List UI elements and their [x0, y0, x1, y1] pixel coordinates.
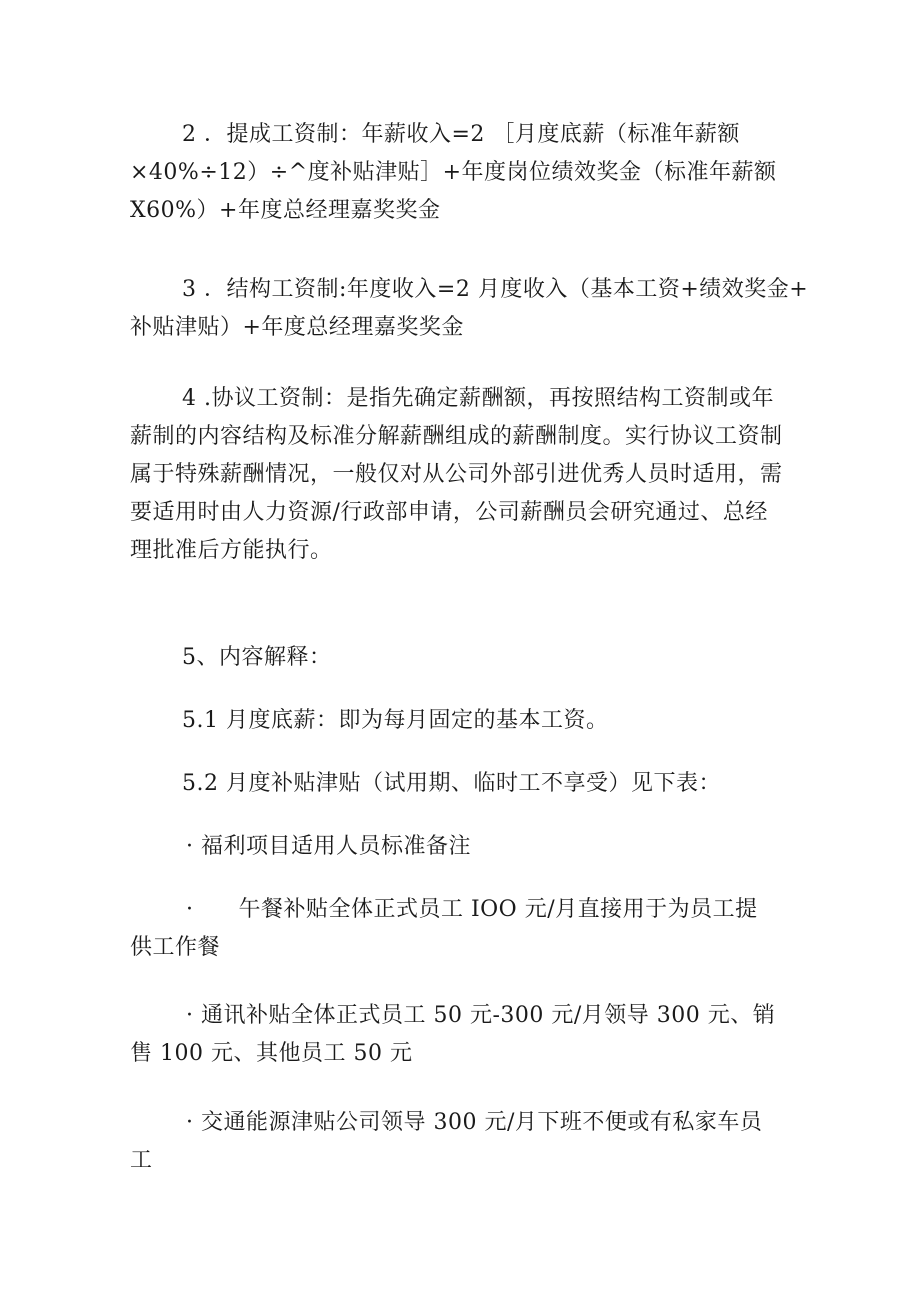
paragraph-line: 属于特殊薪酬情况，一般仅对从公司外部引进优秀人员时适用，需	[130, 462, 783, 487]
paragraph-line: 5.1 月度底薪：即为每月固定的基本工资。	[182, 708, 609, 733]
heading-content-explanation	[130, 639, 800, 677]
list-item-continuation: 工	[130, 1148, 153, 1173]
list-item: · 福利项目适用人员标准备注	[186, 834, 471, 859]
list-item-communication-allowance	[130, 997, 800, 1073]
paragraph-line: 要适用时由人力资源/行政部申请，公司薪酬员会研究通过、总经	[130, 500, 768, 525]
paragraph-monthly-allowance	[130, 765, 800, 803]
list-item-continuation: 售 100 元、其他员工 50 元	[130, 1041, 413, 1066]
paragraph-commission-salary	[130, 116, 800, 230]
paragraph-negotiated-salary	[130, 380, 800, 570]
paragraph-line: 2 ．提成工资制：年薪收入=2 ［月度底薪（标准年薪额	[182, 122, 740, 147]
list-item-continuation: 供工作餐	[130, 935, 221, 960]
paragraph-line: 理批准后方能执行。	[130, 538, 333, 563]
paragraph-structured-salary	[130, 271, 809, 347]
list-item-table-header	[130, 828, 800, 866]
list-item: · 交通能源津贴公司领导 300 元/月下班不便或有私家车员	[186, 1110, 763, 1135]
paragraph-line: ×40%÷12）÷^度补贴津贴］+年度岗位绩效奖金（标准年薪额	[130, 160, 777, 185]
paragraph-line: X60%）+年度总经理嘉奖奖金	[130, 198, 441, 223]
list-item: · 通讯补贴全体正式员工 50 元-300 元/月领导 300 元、销	[186, 1003, 776, 1028]
paragraph-line: 薪制的内容结构及标准分解薪酬组成的薪酬制度。实行协议工资制	[130, 424, 783, 449]
paragraph-line: 补贴津贴）+年度总经理嘉奖奖金	[130, 315, 464, 340]
paragraph-monthly-base	[130, 702, 800, 740]
list-item-lunch-allowance	[130, 891, 800, 967]
section-heading: 5、内容解释：	[182, 645, 332, 670]
list-item: · 午餐补贴全体正式员工 IOO 元/月直接用于为员工提	[186, 897, 758, 922]
paragraph-line: 4 .协议工资制：是指先确定薪酬额，再按照结构工资制或年	[182, 386, 774, 411]
paragraph-line: 3 ．结构工资制:年度收入=2 月度收入（基本工资+绩效奖金+	[182, 277, 809, 302]
paragraph-line: 5.2 月度补贴津贴（试用期、临时工不享受）见下表：	[182, 771, 721, 796]
list-item-transport-allowance	[130, 1104, 800, 1180]
